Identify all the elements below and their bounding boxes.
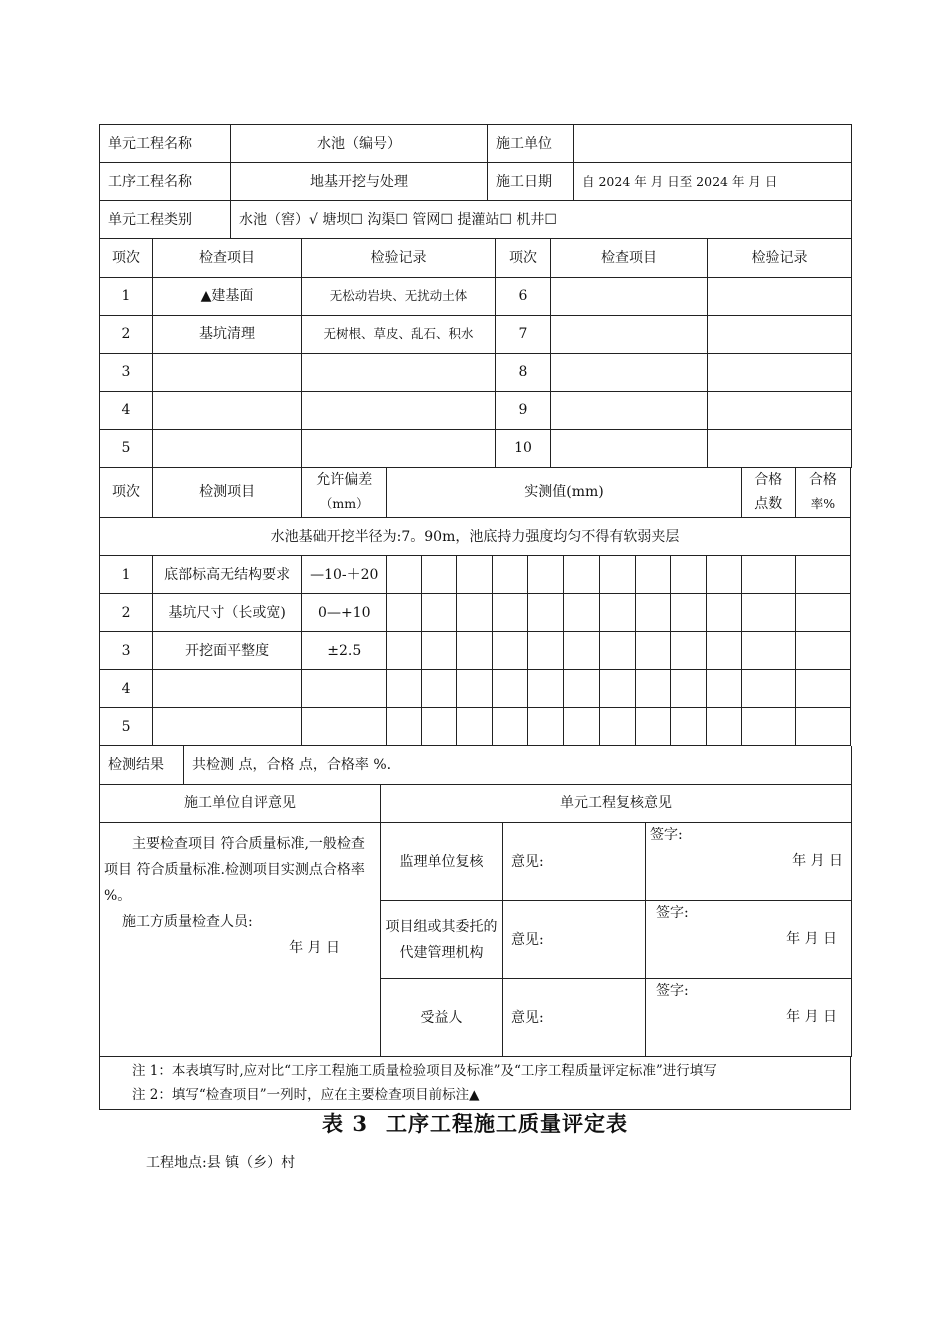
- reviewer-supervisor-opinion: 意见:: [503, 823, 646, 901]
- measure-col-item: 检测项目: [153, 468, 302, 518]
- row-record: [302, 353, 496, 391]
- measure-col-pass-rate: [795, 468, 850, 518]
- opinion-table: [99, 785, 852, 1058]
- tolerance-label: 允许偏差: [316, 472, 373, 489]
- row-no-2: 10: [496, 429, 551, 467]
- row-record: 无松动岩块、无扰动土体: [302, 277, 496, 315]
- row-item: 基坑尺寸（长或宽): [153, 594, 302, 632]
- measure-col-measured: 实测值(mm): [387, 468, 741, 518]
- row-tolerance: 0—+10: [302, 594, 387, 632]
- measurement-table: [99, 468, 851, 747]
- result-text: 共检测 点，合格 点，合格率 %.: [184, 746, 852, 784]
- inspection-row: [100, 353, 852, 391]
- notes-table: [99, 1057, 851, 1110]
- reviewer-supervisor: 监理单位复核: [381, 823, 503, 901]
- note-1: 注 1：本表填写时,应对比“工序工程施工质量检验项目及标准”及“工序工程质量评定标准”进行填写: [132, 1063, 717, 1079]
- inspection-col-no: 项次: [100, 239, 153, 277]
- row-no: 5: [100, 429, 153, 467]
- reviewer-supervisor-sign: [646, 823, 852, 901]
- unit-name-value: 水池（编号）: [231, 125, 488, 163]
- row-item: [153, 670, 302, 708]
- date-label: 施工日期: [488, 163, 574, 201]
- row-item: 开挖面平整度: [153, 632, 302, 670]
- row-item-2: [551, 277, 708, 315]
- row-no: 3: [100, 353, 153, 391]
- result-table: [99, 746, 852, 785]
- row-no: 3: [100, 632, 153, 670]
- row-no: 4: [100, 391, 153, 429]
- row-tolerance: —10-＋20: [302, 556, 387, 594]
- row-item-2: [551, 315, 708, 353]
- measurement-row: [100, 594, 851, 632]
- header-table: [99, 124, 852, 239]
- row-item-2: [551, 353, 708, 391]
- row-record: [302, 391, 496, 429]
- row-no: 1: [100, 556, 153, 594]
- inspection-row: [100, 315, 852, 353]
- process-name-label: 工序工程名称: [100, 163, 231, 201]
- row-record-2: [708, 353, 852, 391]
- row-no: 2: [100, 315, 153, 353]
- row-no-2: 7: [496, 315, 551, 353]
- row-no-2: 8: [496, 353, 551, 391]
- project-location: 工程地点:县 镇（乡）村: [146, 1155, 296, 1171]
- inspection-col-no-2: 项次: [496, 239, 551, 277]
- row-record: 无树根、草皮、乱石、积水: [302, 315, 496, 353]
- notes-cell: [100, 1057, 851, 1110]
- self-inspector-label: 施工方质量检查人员:: [122, 914, 253, 930]
- category-value: 水池（窖）√ 塘坝☐ 沟渠☐ 管网☐ 提灌站☐ 机井☐: [231, 201, 852, 239]
- row-record-2: [708, 391, 852, 429]
- contractor-value: [574, 125, 852, 163]
- row-tolerance: [302, 708, 387, 746]
- sign-label: 签字:: [656, 905, 689, 921]
- row-item-2: [551, 429, 708, 467]
- row-item: ▲建基面: [153, 277, 302, 315]
- measure-col-pass-points: [741, 468, 795, 518]
- contractor-label: 施工单位: [488, 125, 574, 163]
- sign-label: 签字:: [650, 827, 683, 843]
- title-text: 工序工程施工质量评定表: [385, 1111, 628, 1136]
- category-label: 单元工程类别: [100, 201, 231, 239]
- date-value: 自 2024 年 月 日至 2024 年 月 日: [574, 163, 852, 201]
- process-name-value: 地基开挖与处理: [231, 163, 488, 201]
- row-record: [302, 429, 496, 467]
- page-title: [0, 1108, 950, 1138]
- inspection-row: [100, 391, 852, 429]
- row-tolerance: [302, 670, 387, 708]
- measurement-row: [100, 708, 851, 746]
- unit-name-label: 单元工程名称: [100, 125, 231, 163]
- self-assessment-body: [100, 823, 381, 1057]
- sign-date: 年 月 日: [786, 1009, 838, 1025]
- row-no-2: 9: [496, 391, 551, 429]
- measurement-row: [100, 670, 851, 708]
- inspection-row: [100, 429, 852, 467]
- row-no-2: 6: [496, 277, 551, 315]
- row-tolerance: ±2.5: [302, 632, 387, 670]
- sign-date: 年 月 日: [786, 931, 838, 947]
- row-item: 基坑清理: [153, 315, 302, 353]
- measurement-note: 水池基础开挖半径为:7。90m，池底持力强度均匀不得有软弱夹层: [100, 518, 851, 556]
- sign-label: 签字:: [656, 983, 689, 999]
- row-no: 1: [100, 277, 153, 315]
- inspection-col-item: 检查项目: [153, 239, 302, 277]
- measurement-row: [100, 556, 851, 594]
- row-item: 底部标高无结构要求: [153, 556, 302, 594]
- inspection-col-record-2: 检验记录: [708, 239, 852, 277]
- review-header: 单元工程复核意见: [381, 785, 852, 823]
- row-no: 2: [100, 594, 153, 632]
- title-number: 表 3: [322, 1111, 368, 1136]
- self-assessment-text: 主要检查项目 符合质量标准,一般检查项目 符合质量标准.检测项目实测点合格率 %。: [104, 836, 365, 904]
- note-2: 注 2：填写“检查项目”一列时，应在主要检查项目前标注▲: [132, 1087, 480, 1103]
- reviewer-beneficiary-sign: [646, 979, 852, 1057]
- reviewer-project-group-sign: [646, 901, 852, 979]
- measurement-row: [100, 632, 851, 670]
- pass-rate-label-1: 合格: [808, 472, 837, 489]
- row-no: 4: [100, 670, 153, 708]
- reviewer-project-group-opinion: 意见:: [503, 901, 646, 979]
- reviewer-project-group: 项目组或其委托的代建管理机构: [381, 901, 503, 979]
- row-no: 5: [100, 708, 153, 746]
- reviewer-beneficiary: 受益人: [381, 979, 503, 1057]
- row-item-2: [551, 391, 708, 429]
- pass-rate-label-2: 率%: [810, 496, 836, 512]
- measure-col-no: 项次: [100, 468, 153, 518]
- row-record-2: [708, 277, 852, 315]
- row-item: [153, 353, 302, 391]
- sign-date: 年 月 日: [792, 853, 844, 869]
- result-label: 检测结果: [100, 746, 184, 784]
- row-item: [153, 391, 302, 429]
- row-record-2: [708, 429, 852, 467]
- row-item: [153, 708, 302, 746]
- reviewer-beneficiary-opinion: 意见:: [503, 979, 646, 1057]
- tolerance-unit: （mm）: [319, 496, 369, 512]
- pass-points-label-1: 合格: [754, 472, 783, 489]
- quality-assessment-form: [99, 124, 851, 1110]
- inspection-table: [99, 239, 852, 468]
- self-date: 年 月 日: [289, 940, 340, 956]
- self-assessment-header: 施工单位自评意见: [100, 785, 381, 823]
- row-item: [153, 429, 302, 467]
- inspection-col-record: 检验记录: [302, 239, 496, 277]
- inspection-row: [100, 277, 852, 315]
- inspection-col-item-2: 检查项目: [551, 239, 708, 277]
- pass-points-label-2: 点数: [754, 496, 783, 513]
- row-record-2: [708, 315, 852, 353]
- measure-col-tolerance: [302, 468, 387, 518]
